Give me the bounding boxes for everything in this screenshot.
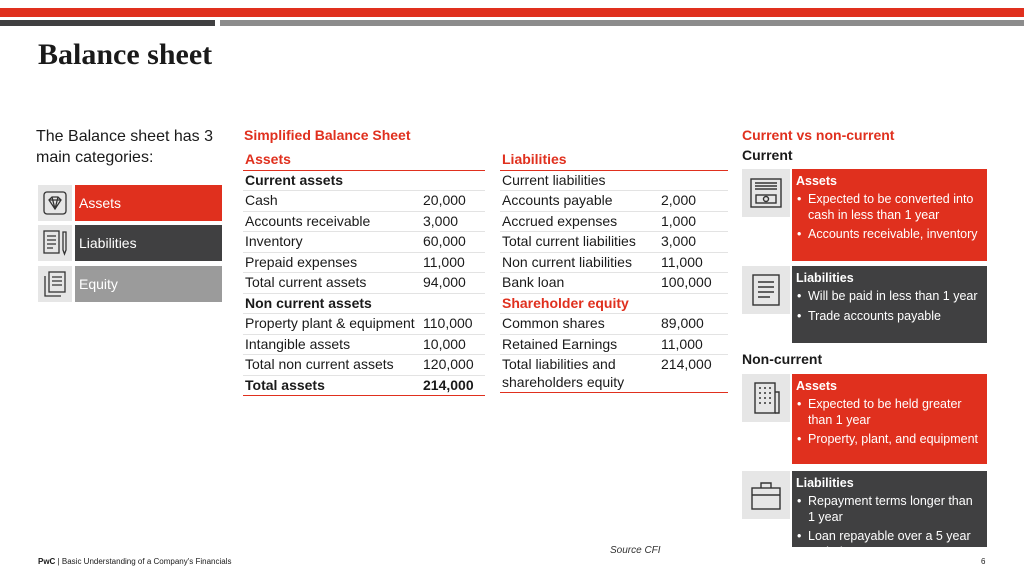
row-label: Accounts receivable — [243, 211, 421, 232]
row-label: Total non current assets — [243, 355, 421, 376]
table-row — [500, 314, 728, 335]
document-lines-icon — [742, 266, 790, 314]
table-row — [500, 211, 728, 232]
row-value — [659, 170, 728, 191]
card-bullet: • Repayment terms longer than 1 year — [796, 494, 983, 525]
row-label: Current liabilities — [500, 170, 659, 191]
liabilities-header-label: Liabilities — [500, 150, 659, 170]
row-value: 110,000 — [421, 314, 485, 335]
footer — [38, 557, 232, 566]
row-value: 11,000 — [659, 252, 728, 273]
table-row — [243, 314, 485, 335]
source-note: Source CFI — [610, 545, 661, 556]
category-label: Assets — [75, 185, 222, 221]
row-value: 20,000 — [421, 191, 485, 212]
card-body — [792, 374, 987, 464]
row-label: Total current liabilities — [500, 232, 659, 253]
intro-text: The Balance sheet has 3 main categories: — [36, 128, 214, 166]
card-bullet: • Will be paid in less than 1 year — [796, 289, 983, 305]
diamond-icon — [38, 185, 72, 221]
row-label: Accounts payable — [500, 191, 659, 212]
table-row — [500, 170, 728, 191]
row-label: Current assets — [243, 170, 421, 191]
row-value: 10,000 — [421, 334, 485, 355]
table-row — [500, 252, 728, 273]
row-value — [659, 293, 728, 314]
card-body — [792, 471, 987, 559]
card-bullets — [796, 494, 983, 560]
row-value — [421, 170, 485, 191]
table-row — [500, 273, 728, 294]
row-value: 120,000 — [421, 355, 485, 376]
row-value: 3,000 — [659, 232, 728, 253]
category-label: Liabilities — [75, 225, 222, 261]
row-value: 3,000 — [421, 211, 485, 232]
table-row — [243, 293, 485, 314]
card-title: Liabilities — [796, 271, 854, 285]
footer-brand: PwC — [38, 557, 56, 566]
row-value: 89,000 — [659, 314, 728, 335]
card-bullet: • Accounts receivable, inventory — [796, 227, 983, 243]
card-bullets — [796, 289, 983, 324]
row-label: Total liabilities and shareholders equity — [500, 355, 659, 393]
table-row — [500, 191, 728, 212]
card-title: Liabilities — [796, 476, 854, 490]
row-label: Shareholder equity — [500, 293, 659, 314]
category-assets — [38, 185, 222, 221]
row-label: Common shares — [500, 314, 659, 335]
table-row — [500, 334, 728, 355]
top-accent-bar-dark — [0, 20, 215, 26]
card-bullets — [796, 192, 983, 243]
row-label: Accrued expenses — [500, 211, 659, 232]
row-value: 214,000 — [421, 375, 485, 396]
row-label: Total current assets — [243, 273, 421, 294]
card-bullet: • Expected to be held greater than 1 year — [796, 397, 983, 428]
card-title: Assets — [796, 174, 837, 188]
current-assets-card — [742, 169, 987, 261]
table-row — [500, 293, 728, 314]
table-row — [500, 355, 728, 393]
row-label: Retained Earnings — [500, 334, 659, 355]
row-value — [421, 293, 485, 314]
table-row — [243, 334, 485, 355]
row-value: 2,000 — [659, 191, 728, 212]
table-row — [243, 355, 485, 376]
category-liabilities — [38, 225, 222, 261]
page-title: Balance sheet — [38, 38, 213, 71]
simplified-balance-sheet-title: Simplified Balance Sheet — [244, 127, 411, 143]
table-row — [243, 273, 485, 294]
table-row — [243, 170, 485, 191]
row-label: Property plant & equipment — [243, 314, 421, 335]
assets-header-label: Assets — [243, 150, 421, 170]
category-equity — [38, 266, 222, 302]
table-row — [243, 211, 485, 232]
top-accent-bar-grey — [220, 20, 1024, 26]
category-label: Equity — [75, 266, 222, 302]
row-value: 11,000 — [421, 252, 485, 273]
briefcase-icon — [742, 471, 790, 519]
row-label: Cash — [243, 191, 421, 212]
row-label: Inventory — [243, 232, 421, 253]
cash-register-icon — [742, 169, 790, 217]
page-number: 6 — [981, 557, 986, 566]
table-row — [243, 232, 485, 253]
liabilities-table — [500, 150, 728, 393]
footer-separator: | — [55, 557, 62, 566]
row-label: Non current liabilities — [500, 252, 659, 273]
noncurrent-liabilities-card — [742, 471, 987, 559]
row-label: Prepaid expenses — [243, 252, 421, 273]
noncurrent-assets-card — [742, 374, 987, 464]
row-value: 100,000 — [659, 273, 728, 294]
building-icon — [742, 374, 790, 422]
document-pen-icon — [38, 225, 72, 261]
card-bullet: • Property, plant, and equipment — [796, 432, 983, 448]
liabilities-table-header — [500, 150, 728, 170]
card-bullets — [796, 397, 983, 448]
card-bullet: • Loan repayable over a 5 year period — [796, 529, 983, 560]
row-label: Non current assets — [243, 293, 421, 314]
footer-text: Basic Understanding of a Company's Financials — [61, 557, 232, 566]
current-label: Current — [742, 147, 793, 163]
current-vs-noncurrent-title: Current vs non-current — [742, 127, 895, 143]
row-value: 94,000 — [421, 273, 485, 294]
card-bullet: • Trade accounts payable — [796, 309, 983, 325]
stacked-documents-icon — [38, 266, 72, 302]
current-liabilities-card — [742, 266, 987, 343]
table-row — [500, 232, 728, 253]
card-body — [792, 169, 987, 261]
assets-table — [243, 150, 485, 396]
card-title: Assets — [796, 379, 837, 393]
table-row — [243, 252, 485, 273]
row-value: 1,000 — [659, 211, 728, 232]
noncurrent-label: Non-current — [742, 351, 823, 367]
top-accent-bar-red — [0, 8, 1024, 17]
table-row — [243, 191, 485, 212]
row-label: Total assets — [243, 375, 421, 396]
card-bullet: • Expected to be converted into cash in less than 1 year — [796, 192, 983, 223]
row-value: 214,000 — [659, 355, 728, 393]
row-label: Bank loan — [500, 273, 659, 294]
row-value: 60,000 — [421, 232, 485, 253]
card-body — [792, 266, 987, 343]
assets-table-header — [243, 150, 485, 170]
row-value: 11,000 — [659, 334, 728, 355]
table-row — [243, 375, 485, 396]
row-label: Intangible assets — [243, 334, 421, 355]
